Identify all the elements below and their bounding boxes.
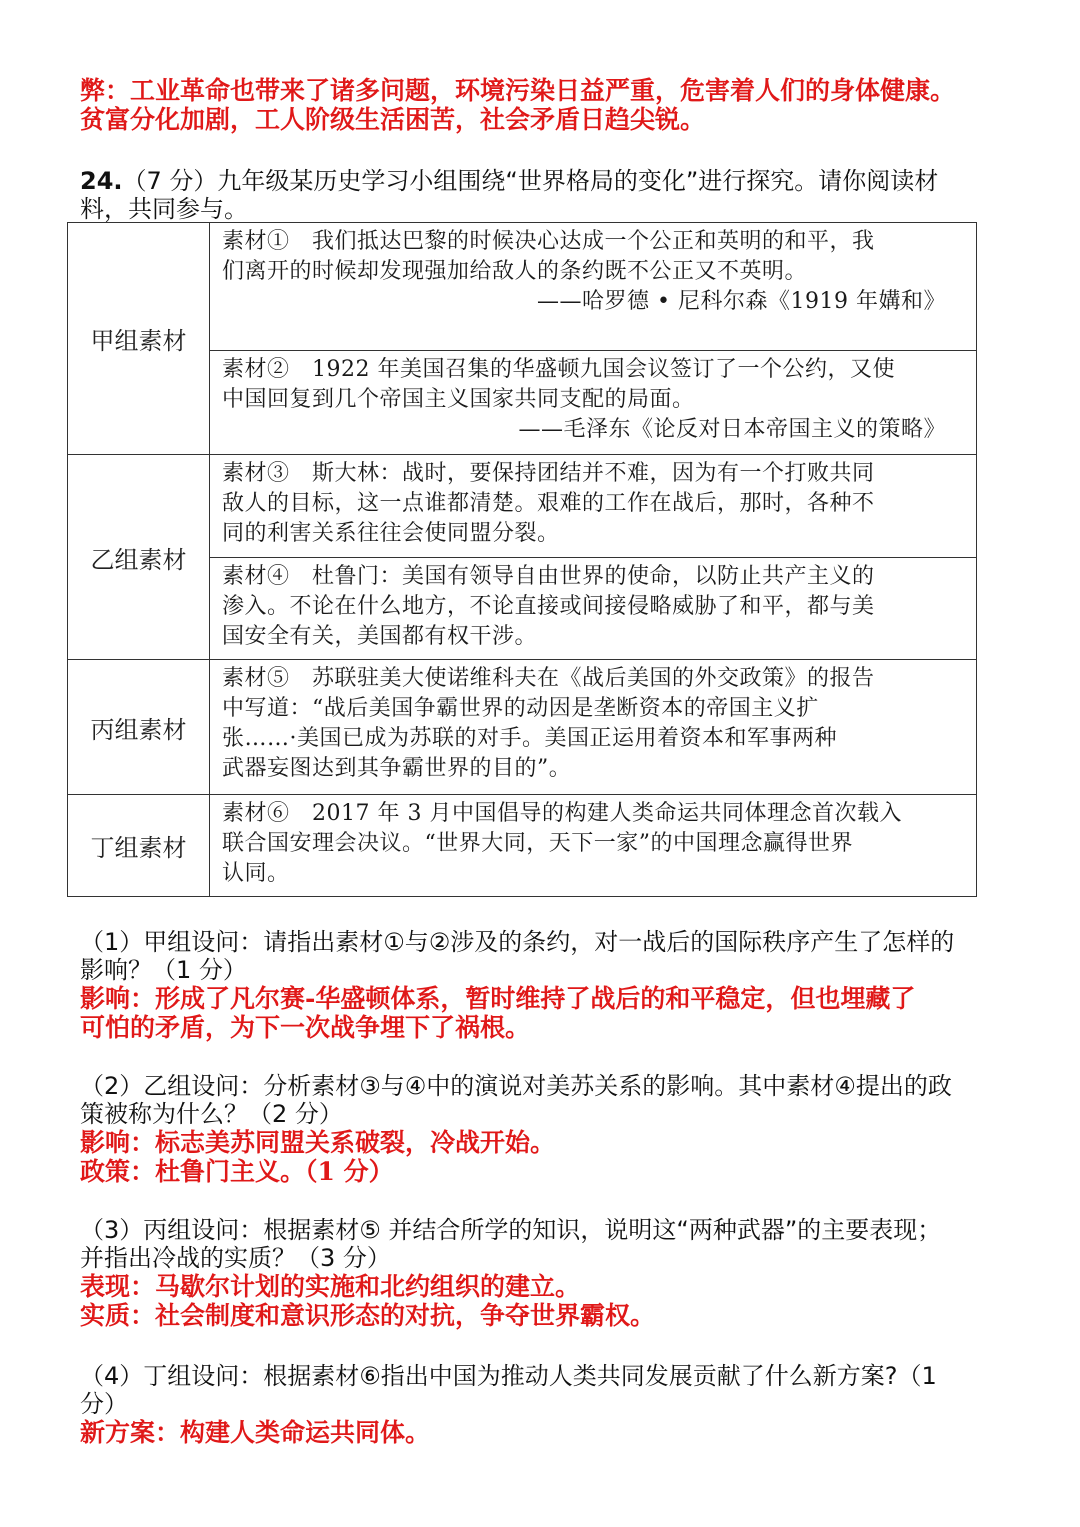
subquestion-3 bbox=[80, 1216, 1020, 1330]
material-source: ——哈罗德 • 尼科尔森《1919 年媾和》 bbox=[537, 289, 946, 314]
material-line: 国安全有关，美国都有权干涉。 bbox=[222, 624, 538, 649]
answer-line: 政策：杜鲁门主义。（1 分） bbox=[80, 1157, 394, 1186]
material-line: 认同。 bbox=[222, 861, 290, 886]
question-number: 24. bbox=[80, 167, 123, 195]
subquestion-2 bbox=[80, 1072, 1020, 1186]
subquestion-4 bbox=[80, 1362, 1020, 1447]
answer-line: 弊：工业革命也带来了诸多问题，环境污染日益严重，危害着人们的身体健康。 bbox=[80, 76, 956, 105]
material-line: 中国回复到几个帝国主义国家共同支配的局面。 bbox=[222, 387, 695, 412]
answer-line: 表现：马歇尔计划的实施和北约组织的建立。 bbox=[80, 1272, 581, 1301]
question-intro bbox=[80, 167, 1020, 223]
question-prompt: 策被称为什么？（2 分） bbox=[80, 1100, 343, 1128]
answer-line: 影响：形成了凡尔赛-华盛顿体系，暂时维持了战后的和平稳定，但也埋藏了 bbox=[80, 984, 916, 1013]
question-text: 料，共同参与。 bbox=[80, 195, 248, 223]
question-prompt: （1）甲组设问：请指出素材①与②涉及的条约，对一战后的国际秩序产生了怎样的 bbox=[80, 928, 955, 956]
materials-table bbox=[67, 222, 977, 897]
material-line: 素材④ 杜鲁门：美国有领导自由世界的使命，以防止共产主义的 bbox=[222, 564, 875, 589]
answer-line: 新方案：构建人类命运共同体。 bbox=[80, 1418, 431, 1447]
group-label: 丙组素材 bbox=[68, 660, 210, 795]
material-cell bbox=[210, 795, 977, 897]
material-cell bbox=[210, 660, 977, 795]
material-line: 武器妄图达到其争霸世界的目的”。 bbox=[222, 756, 572, 781]
material-line: 素材② 1922 年美国召集的华盛顿九国会议签订了一个公约，又使 bbox=[222, 357, 895, 382]
material-line: 敌人的目标，这一点谁都清楚。艰难的工作在战后，那时，各种不 bbox=[222, 491, 875, 516]
answer-line: 影响：标志美苏同盟关系破裂，冷战开始。 bbox=[80, 1128, 556, 1157]
material-cell bbox=[210, 351, 977, 455]
material-line: 素材① 我们抵达巴黎的时候决心达成一个公正和英明的和平，我 bbox=[222, 229, 875, 254]
material-cell bbox=[210, 558, 977, 660]
material-line: 张……·美国已成为苏联的对手。美国正运用着资本和军事两种 bbox=[222, 726, 837, 751]
question-prompt: 分） bbox=[80, 1390, 128, 1418]
material-source: ——毛泽东《论反对日本帝国主义的策略》 bbox=[518, 417, 946, 442]
subquestion-1 bbox=[80, 928, 1020, 1042]
group-label: 乙组素材 bbox=[68, 455, 210, 660]
answer-line: 实质：社会制度和意识形态的对抗，争夺世界霸权。 bbox=[80, 1301, 656, 1330]
question-prompt: （3）丙组设问：根据素材⑤ 并结合所学的知识，说明这“两种武器”的主要表现； bbox=[80, 1216, 942, 1244]
question-prompt: （2）乙组设问：分析素材③与④中的演说对美苏关系的影响。其中素材④提出的政 bbox=[80, 1072, 952, 1100]
question-prompt: 并指出冷战的实质？（3 分） bbox=[80, 1244, 391, 1272]
material-line: 素材③ 斯大林：战时，要保持团结并不难，因为有一个打败共同 bbox=[222, 461, 875, 486]
question-prompt: （4）丁组设问：根据素材⑥指出中国为推动人类共同发展贡献了什么新方案?（1 bbox=[80, 1362, 937, 1390]
group-label: 甲组素材 bbox=[68, 223, 210, 455]
material-line: 素材⑥ 2017 年 3 月中国倡导的构建人类命运共同体理念首次载入 bbox=[222, 801, 902, 826]
material-cell bbox=[210, 223, 977, 351]
question-text: （7 分）九年级某历史学习小组围绕“世界格局的变化”进行探究。请你阅读材 bbox=[122, 167, 939, 195]
previous-answer bbox=[80, 76, 1020, 134]
material-line: 联合国安理会决议。“世界大同，天下一家”的中国理念赢得世界 bbox=[222, 831, 853, 856]
material-line: 渗入。不论在什么地方，不论直接或间接侵略威胁了和平，都与美 bbox=[222, 594, 875, 619]
answer-line: 可怕的矛盾，为下一次战争埋下了祸根。 bbox=[80, 1013, 531, 1042]
material-line: 中写道：“战后美国争霸世界的动因是垄断资本的帝国主义扩 bbox=[222, 696, 819, 721]
answer-line: 贫富分化加剧，工人阶级生活困苦，社会矛盾日趋尖锐。 bbox=[80, 105, 706, 134]
material-line: 素材⑤ 苏联驻美大使诺维科夫在《战后美国的外交政策》的报告 bbox=[222, 666, 875, 691]
group-label: 丁组素材 bbox=[68, 795, 210, 897]
material-cell bbox=[210, 455, 977, 558]
question-prompt: 影响？（1 分） bbox=[80, 956, 247, 984]
material-line: 同的利害关系往往会使同盟分裂。 bbox=[222, 521, 560, 546]
material-line: 们离开的时候却发现强加给敌人的条约既不公正又不英明。 bbox=[222, 259, 808, 284]
